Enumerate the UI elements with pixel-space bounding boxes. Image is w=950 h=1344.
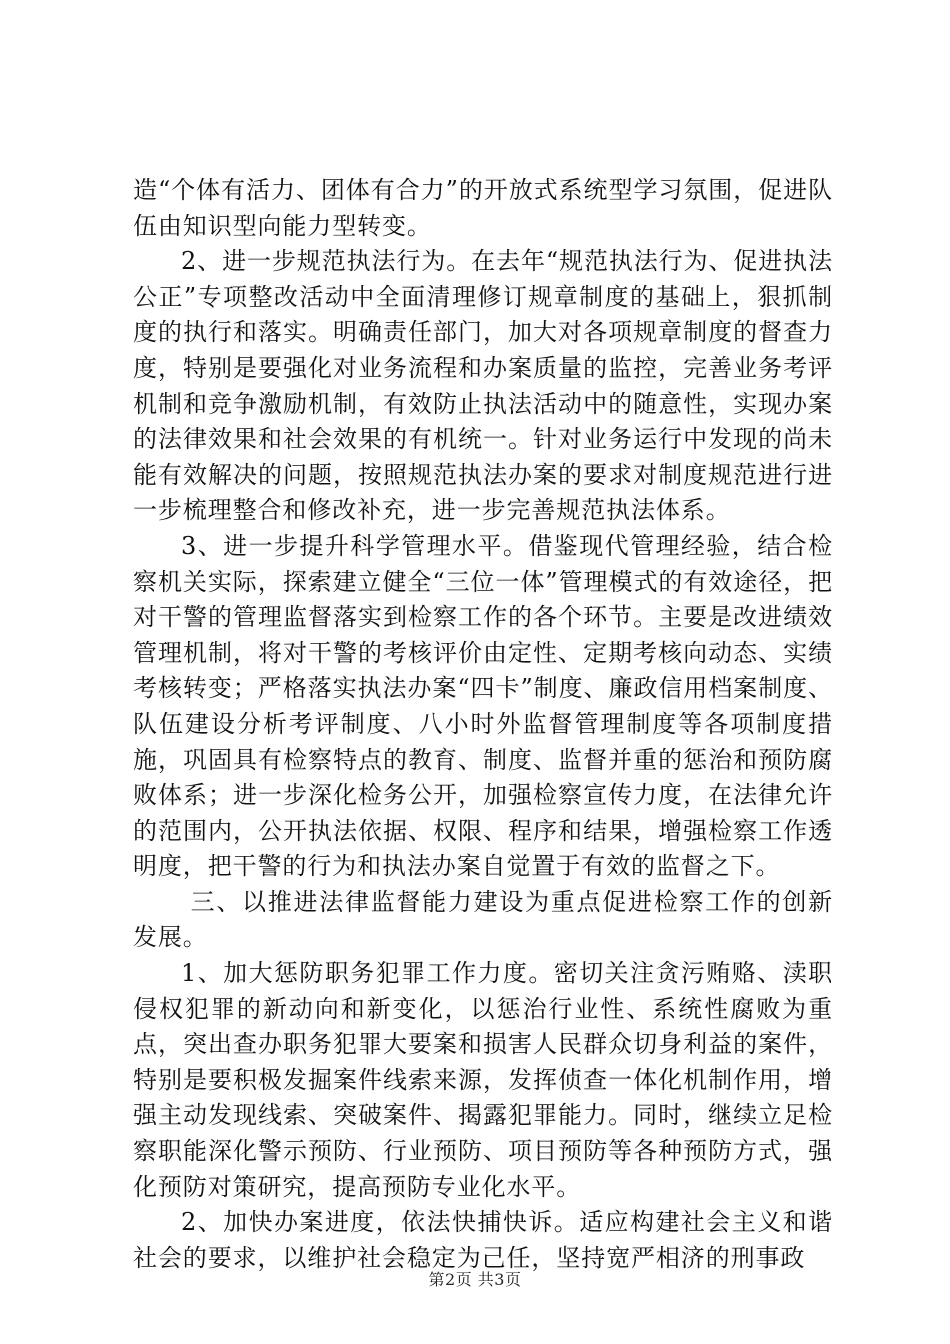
page-number-footer: 第2页 共3页 [428,1270,522,1289]
document-body [133,173,833,1276]
paragraph-anticorruption: 1、加大惩防职务犯罪工作力度。密切关注贪污贿赂、渎职侵权犯罪的新动向和新变化，以惩治行业性、系统性腐败为重点，突出查办职务犯罪大要案和损害人民群众切身利益的案件，特别是要积极发掘案件线索来源，发挥侦查一体化机制作用，增强主动发现线索、突破案件、揭露犯罪能力。同时，继续立足检察职能深化警示预防、行业预防、项目预防等各种预防方式，强化预防对策研究，提高预防专业化水平。 [133,959,833,1201]
paragraph-management: 3、进一步提升科学管理水平。借鉴现代管理经验，结合检察机关实际，探索建立健全“三位一体”管理模式的有效途径，把对干警的管理监督落实到检察工作的各个环节。主要是改进绩效管理机制，将对干警的考核评价由定性、定期考核向动态、实绩考核转变；严格落实执法办案“四卡”制度、廉政信用档案制度、队伍建设分析考评制度、八小时外监督管理制度等各项制度措施，巩固具有检察特点的教育、制度、监督并重的惩治和预防腐败体系；进一步深化检务公开，加强检察宣传力度，在法律允许的范围内，公开执法依据、权限、程序和结果，增强检察工作透明度，把干警的行为和执法办案自觉置于有效的监督之下。 [133,531,833,881]
paragraph-case-speed: 2、加快办案进度，依法快捕快诉。适应构建社会主义和谐社会的要求，以维护社会稳定为己任，坚持宽严相济的刑事政 [133,1208,833,1272]
paragraph-enforcement: 2、进一步规范执法行为。在去年“规范执法行为、促进执法公正”专项整改活动中全面清理修订规章制度的基础上，狠抓制度的执行和落实。明确责任部门，加大对各项规章制度的督查力度，特别是要强化对业务流程和办案质量的监控，完善业务考评机制和竞争激励机制，有效防止执法活动中的随意性，实现办案的法律效果和社会效果的有机统一。针对业务运行中发现的尚未能有效解决的问题，按照规范执法办案的要求对制度规范进行进一步梳理整合和修改补充，进一步完善规范执法体系。 [133,247,833,525]
section-heading-three: 三、以推进法律监督能力建设为重点促进检察工作的创新发展。 [133,887,833,952]
paragraph-continuation: 造“个体有活力、团体有合力”的开放式系统型学习氛围，促进队伍由知识型向能力型转变。 [133,176,833,240]
